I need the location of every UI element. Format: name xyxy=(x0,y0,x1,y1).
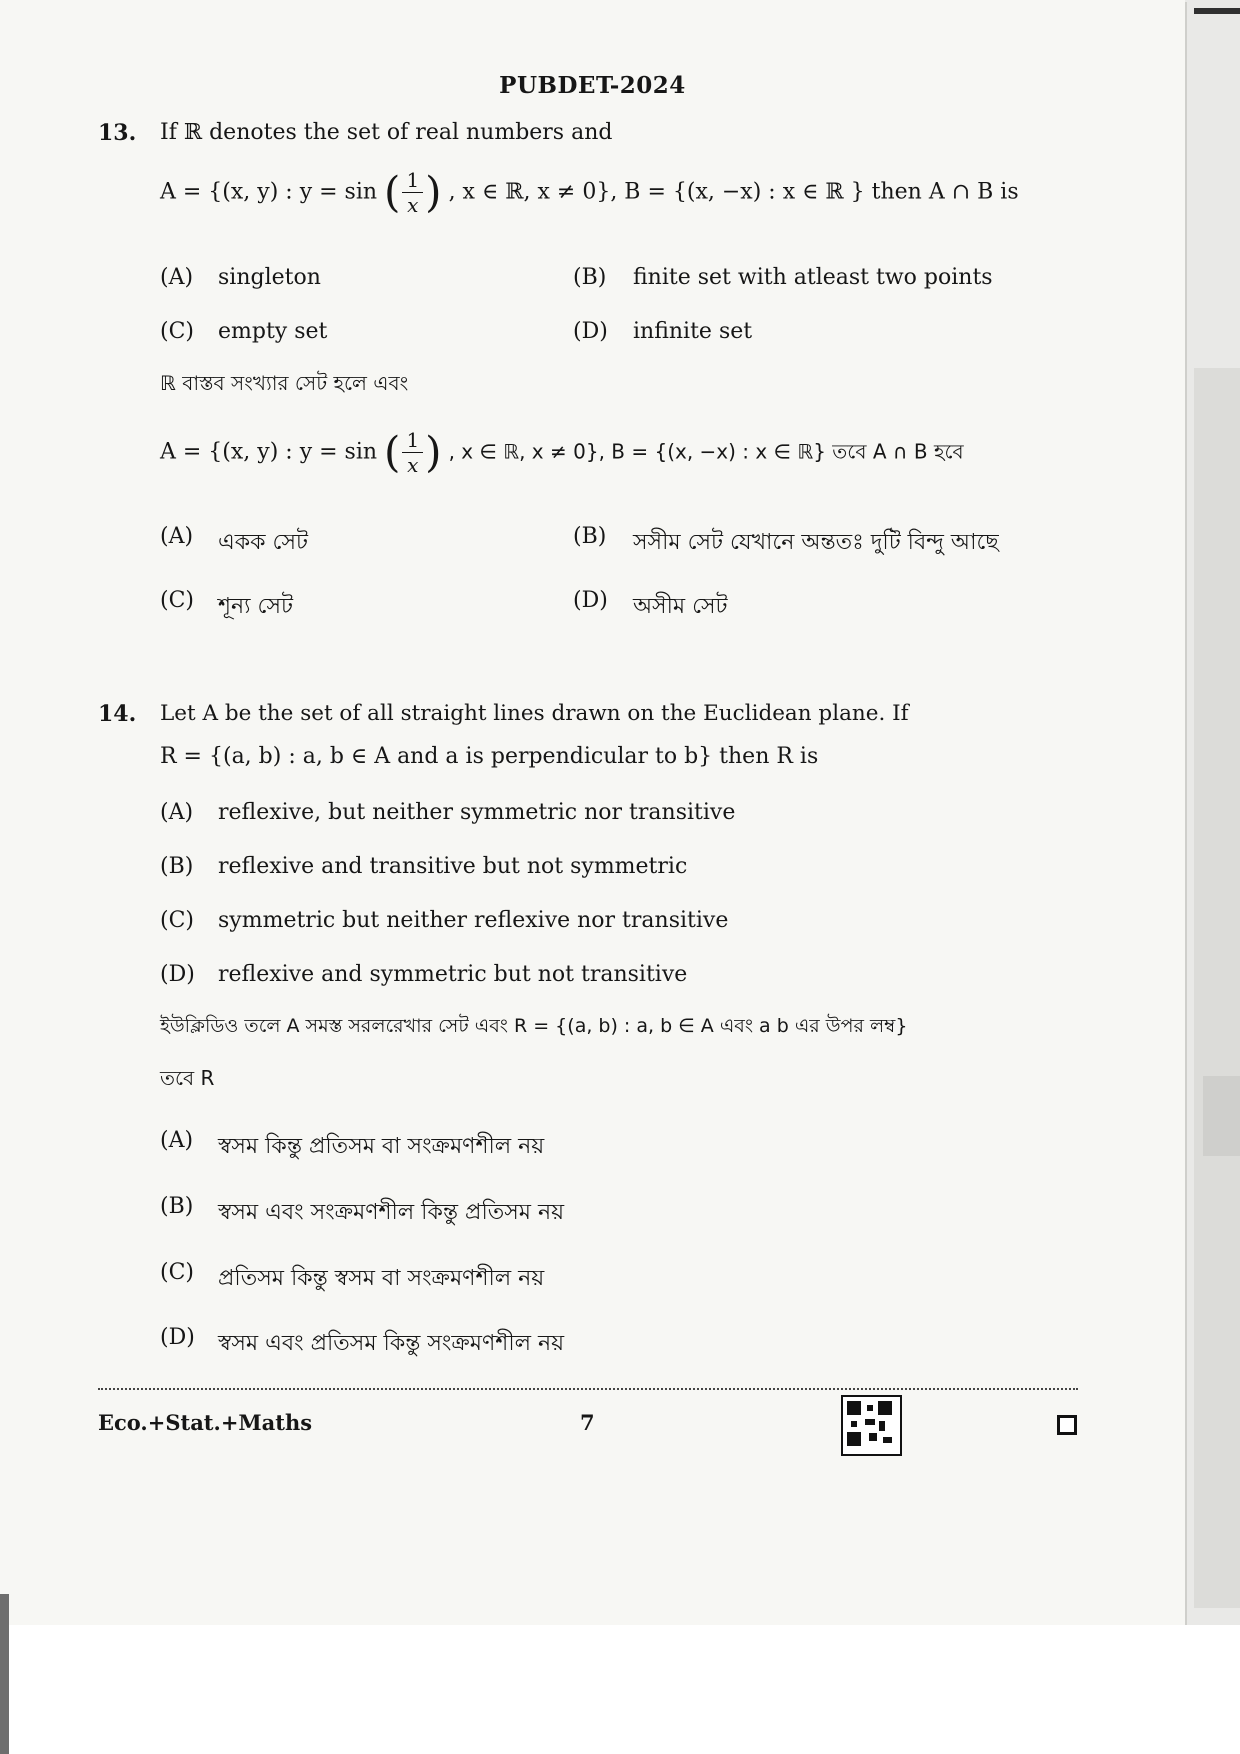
scan-edge-top xyxy=(1194,8,1240,14)
option-text: symmetric but neither reflexive nor transitive xyxy=(218,908,729,933)
formula-suffix: , x ∈ ℝ, x ≠ 0}, B = {(x, −x) : x ∈ ℝ } then A ∩ B is xyxy=(448,179,1019,205)
option-letter: (A) xyxy=(160,800,194,825)
footer-subject: Eco.+Stat.+Maths xyxy=(98,1410,313,1435)
square-marker-icon xyxy=(1057,1415,1077,1435)
option-letter: (B) xyxy=(573,265,607,290)
fraction xyxy=(402,428,423,477)
option-text: অসীম সেট xyxy=(633,594,728,619)
question-formula: A = {(x, y) : y = sin ( $\frac{1}{x}$ ) , x ∈ ℝ, x ≠ 0}, B = {(x, −x) : x ∈ ℝ } then A ∩ B is xyxy=(160,167,1019,217)
option-text: একক সেট xyxy=(218,530,308,555)
option-letter: (C) xyxy=(160,1260,194,1285)
option-letter: (C) xyxy=(160,319,194,344)
binding-edge xyxy=(0,1594,9,1754)
question-text: Let A be the set of all straight lines drawn on the Euclidean plane. If xyxy=(160,701,909,726)
scan-edge xyxy=(1194,368,1240,1608)
option-text: empty set xyxy=(218,319,328,344)
option-text: প্রতিসম কিন্তু স্বসম বা সংক্রমণশীল নয় xyxy=(218,1266,545,1291)
page-title: PUBDET-2024 xyxy=(499,72,686,99)
option-letter: (A) xyxy=(160,524,194,549)
question-number: 14. xyxy=(98,701,137,727)
option-letter: (B) xyxy=(160,854,194,879)
question-number: 13. xyxy=(98,120,137,146)
fraction-denominator: x xyxy=(407,453,419,477)
option-letter: (D) xyxy=(160,1325,195,1350)
question-text-bengali: ইউক্লিডিও তলে A সমস্ত সরলরেখার সেট এবং R = {(a, b) : a, b ∈ A এবং a b এর উপর লম্ব} xyxy=(160,1015,908,1037)
fraction-numerator: 1 xyxy=(402,168,423,193)
option-letter: (B) xyxy=(160,1194,194,1219)
question-text: If ℝ denotes the set of real numbers and xyxy=(160,120,613,145)
option-letter: (A) xyxy=(160,265,194,290)
scan-margin xyxy=(0,1625,1240,1754)
fraction-numerator: 1 xyxy=(402,428,423,453)
question-text-bengali: তবে R xyxy=(160,1066,215,1090)
option-text: স্বসম এবং সংক্রমণশীল কিন্তু প্রতিসম নয় xyxy=(218,1200,565,1225)
formula-suffix: , x ∈ ℝ, x ≠ 0}, B = {(x, −x) : x ∈ ℝ} তবে A ∩ B হবে xyxy=(448,439,964,464)
option-text: সসীম সেট যেখানে অন্ততঃ দুটি বিন্দু আছে xyxy=(633,530,999,555)
option-letter: (C) xyxy=(160,588,194,613)
formula-prefix: A = {(x, y) : y = sin xyxy=(160,439,378,465)
option-text: reflexive and transitive but not symmetric xyxy=(218,854,688,879)
option-text: reflexive, but neither symmetric nor transitive xyxy=(218,800,736,825)
page-tab xyxy=(1203,1076,1240,1156)
qr-code-icon xyxy=(841,1395,902,1456)
option-letter: (C) xyxy=(160,908,194,933)
option-text: singleton xyxy=(218,265,321,290)
option-letter: (B) xyxy=(573,524,607,549)
option-letter: (A) xyxy=(160,1128,194,1153)
fraction-denominator: x xyxy=(407,193,419,217)
option-text: স্বসম এবং প্রতিসম কিন্তু সংক্রমণশীল নয় xyxy=(218,1331,565,1356)
option-text: স্বসম কিন্তু প্রতিসম বা সংক্রমণশীল নয় xyxy=(218,1134,545,1159)
option-letter: (D) xyxy=(573,588,608,613)
option-letter: (D) xyxy=(160,962,195,987)
question-text: R = {(a, b) : a, b ∈ A and a is perpendicular to b} then R is xyxy=(160,744,819,769)
option-text: reflexive and symmetric but not transitive xyxy=(218,962,688,987)
option-text: infinite set xyxy=(633,319,753,344)
question-formula-bengali: A = {(x, y) : y = sin ( $\frac{1}{x}$ ) , x ∈ ℝ, x ≠ 0}, B = {(x, −x) : x ∈ ℝ} তবে A ∩ B হবে xyxy=(160,427,964,477)
fraction xyxy=(402,168,423,217)
page-number: 7 xyxy=(580,1410,595,1435)
option-text: শূন্য সেট xyxy=(218,594,293,619)
option-letter: (D) xyxy=(573,319,608,344)
formula-prefix: A = {(x, y) : y = sin xyxy=(160,179,378,205)
question-text-bengali: ℝ বাস্তব সংখ্যার সেট হলে এবং xyxy=(160,371,409,395)
footer-divider xyxy=(98,1388,1078,1390)
option-text: finite set with atleast two points xyxy=(633,265,993,290)
